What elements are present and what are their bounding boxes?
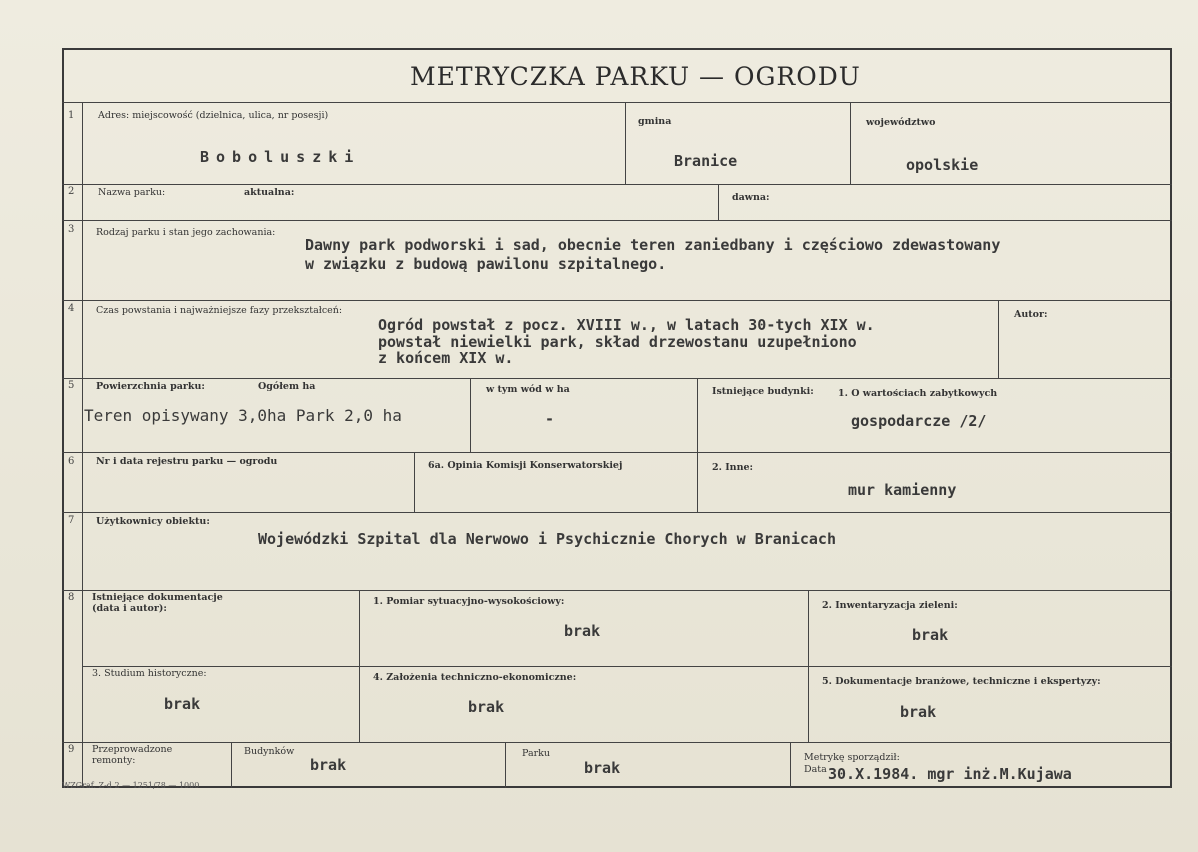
row6-divider [414,452,415,512]
historical-study-label: 3. Studium historyczne: [92,668,207,679]
park-type-line-1: Dawny park podworski i sad, obecnie teren zaniedbany i częściowo zdewastowany [305,236,1001,254]
history-line-3: z końcem XIX w. [378,349,514,367]
survey-value: brak [564,622,601,640]
history-line-2: powstał niewielki park, skład drzewostanu uzupełniono [378,333,857,351]
form-title: METRYCZKA PARKU — OGRODU [410,62,861,91]
voivodeship-label: województwo [866,117,936,128]
inventory-value: brak [912,626,949,644]
row-number-4: 4 [68,303,75,314]
park-type-line-2: w związku z budową pawilonu szpitalnego. [305,255,667,273]
conservation-opinion-label: 6a. Opinia Komisji Konserwatorskiej [428,460,623,471]
branch-docs-value: brak [900,703,937,721]
row-divider-4 [62,378,1172,379]
row-number-1: 1 [68,110,75,121]
title-divider [62,102,1172,103]
inventory-label: 2. Inwentaryzacja zieleni: [822,600,958,611]
row-number-2: 2 [68,186,75,197]
row-divider-8a [82,666,1172,667]
row-divider-2 [62,220,1172,221]
water-area-label: w tym wód w ha [486,384,570,395]
heritage-buildings-label: 1. O wartościach zabytkowych [838,388,998,399]
survey-label: 1. Pomiar sytuacyjno-wysokościowy: [373,596,565,607]
area-value: Teren opisywany 3,0ha Park 2,0 ha [84,406,402,425]
area-label: Powierzchnia parku: [96,381,205,392]
printer-imprint: WZGraf. Z-d 2 — 1251/78 — 1000 [62,781,200,790]
current-name-label: aktualna: [244,187,295,198]
former-name-label: dawna: [732,192,770,203]
row-divider-8 [62,742,1172,743]
voivodeship-value: opolskie [906,156,979,174]
row2-divider [718,184,719,220]
row9-divider-b [505,742,506,788]
water-area-value: - [545,410,555,428]
row-divider-7 [62,590,1172,591]
date-label: Data [804,764,827,775]
technical-assumptions-value: brak [468,698,505,716]
row5-divider-a [470,378,471,452]
row-number-8: 8 [68,592,75,603]
row1-divider-b [850,102,851,184]
prepared-by-label: Metrykę sporządził: [804,752,900,763]
gmina-value: Branice [674,152,738,170]
row-number-3: 3 [68,224,75,235]
gmina-label: gmina [638,116,672,127]
users-value: Wojewódzki Szpital dla Nerwowo i Psychicznie Chorych w Branicach [258,530,836,548]
row8-divider-b [808,590,809,742]
row1-divider-a [625,102,626,184]
author-label: Autor: [1014,309,1048,320]
documentation-label-1: Istniejące dokumentacje [92,592,223,603]
address-label: Adres: miejscowość (dzielnica, ulica, nr posesji) [98,110,329,121]
repairs-buildings-label: Budynków [244,746,295,757]
row-number-7: 7 [68,515,75,526]
branch-docs-label: 5. Dokumentacje branżowe, techniczne i ekspertyzy: [822,676,1101,687]
address-value: Boboluszki [200,148,361,166]
total-area-label: Ogółem ha [258,381,316,392]
repairs-label-2: remonty: [92,755,136,766]
historical-study-value: brak [164,695,201,713]
documentation-label-2: (data i autor): [92,603,167,614]
row-number-6: 6 [68,456,75,467]
park-type-label: Rodzaj parku i stan jego zachowania: [96,227,276,238]
history-line-1: Ogród powstał z pocz. XVIII w., w latach 30-tych XIX w. [378,316,875,334]
row-divider-5 [62,452,1172,453]
row-divider-6 [62,512,1172,513]
repairs-buildings-value: brak [310,756,347,774]
repairs-park-label: Parku [522,748,551,759]
other-buildings-label: 2. Inne: [712,462,754,473]
row-number-5: 5 [68,380,75,391]
row9-divider-c [790,742,791,788]
other-buildings-value: mur kamienny [848,481,957,499]
repairs-label-1: Przeprowadzone [92,744,173,755]
row5-divider-b [697,378,698,512]
heritage-buildings-value: gospodarcze /2/ [851,412,987,430]
technical-assumptions-label: 4. Założenia techniczno-ekonomiczne: [373,672,577,683]
row-divider-3 [62,300,1172,301]
row-number-9: 9 [68,744,75,755]
row9-divider-a [231,742,232,788]
park-name-label: Nazwa parku: [98,187,166,198]
prepared-by-value: 30.X.1984. mgr inż.M.Kujawa [828,765,1072,783]
row4-divider [998,300,999,378]
register-label: Nr i data rejestru parku — ogrodu [96,456,278,467]
buildings-label: Istniejące budynki: [712,386,814,397]
repairs-park-value: brak [584,759,621,777]
number-column-line [82,102,83,788]
users-label: Użytkownicy obiektu: [96,516,210,527]
history-label: Czas powstania i najważniejsze fazy przekształceń: [96,305,343,316]
row-divider-1 [62,184,1172,185]
row8-divider-a [359,590,360,742]
